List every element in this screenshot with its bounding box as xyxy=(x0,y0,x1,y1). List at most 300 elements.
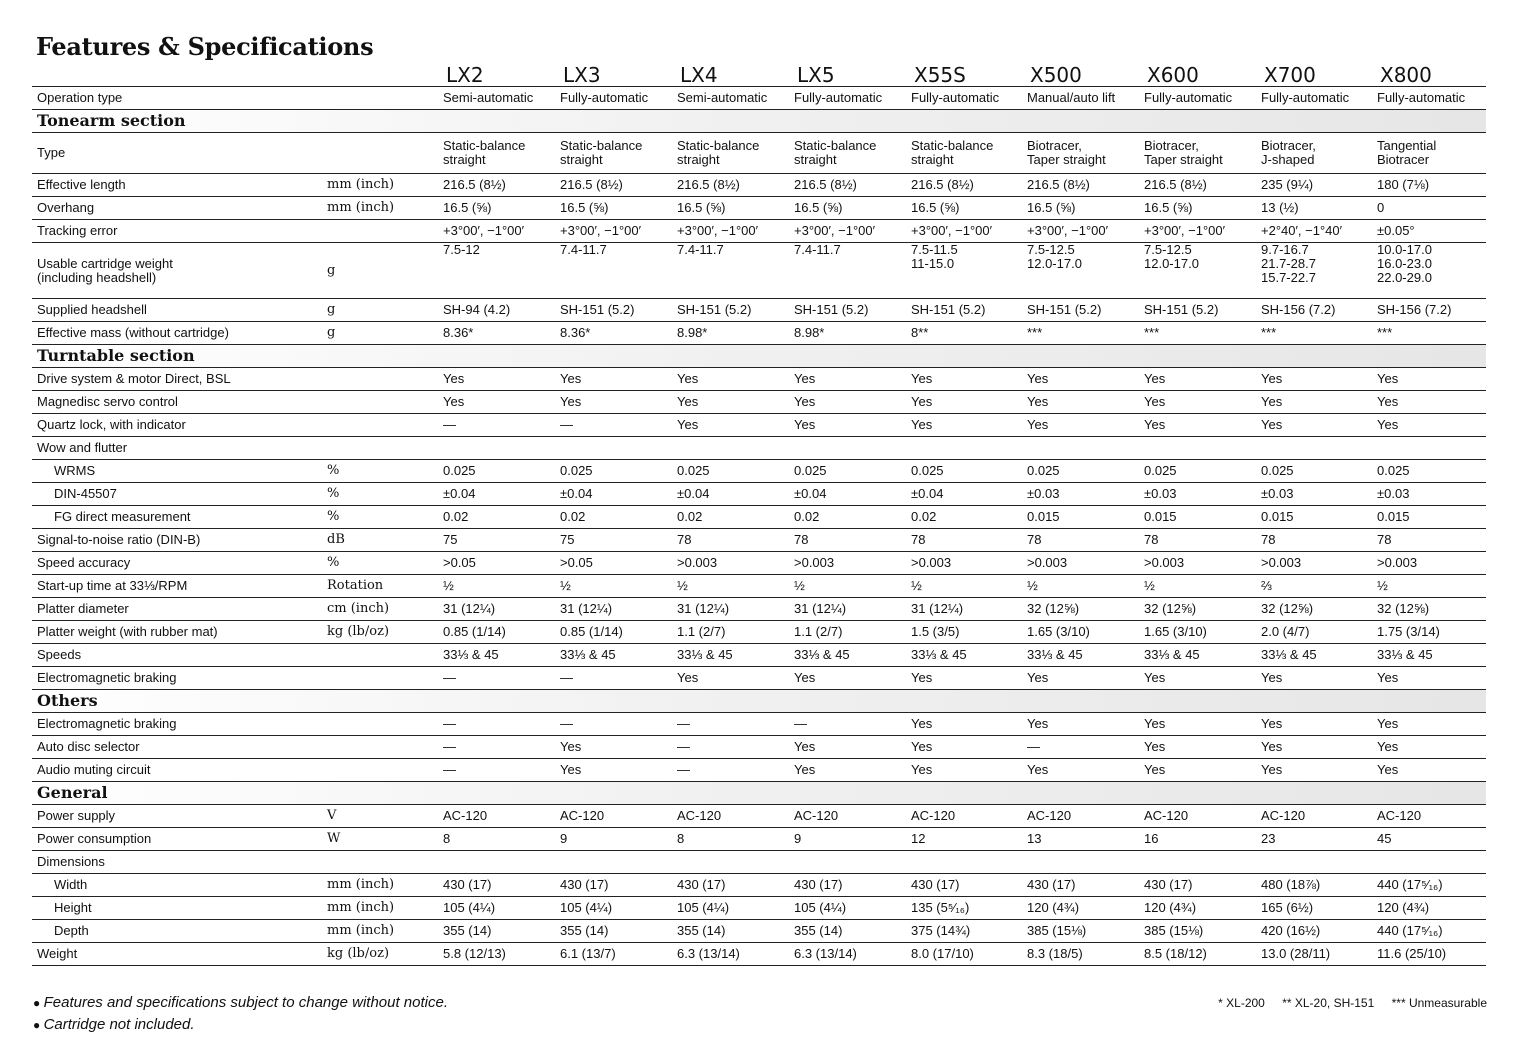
spec-value: 13 xyxy=(1022,828,1139,851)
spec-value: 0.015 xyxy=(1256,506,1372,529)
spec-label: Auto disc selector xyxy=(32,736,322,759)
legend-item: * XL-200 xyxy=(1218,996,1265,1010)
spec-value: 355 (14) xyxy=(672,920,789,943)
spec-label: Start-up time at 33⅓/RPM xyxy=(32,575,322,598)
spec-value: +2°40′, −1°40′ xyxy=(1256,220,1372,243)
spec-value: 216.5 (8½) xyxy=(555,174,672,197)
spec-value: Yes xyxy=(1256,391,1372,414)
spec-label: Supplied headshell xyxy=(32,299,322,322)
spec-value: 78 xyxy=(1022,529,1139,552)
spec-value: Yes xyxy=(1022,391,1139,414)
spec-value: 32 (12⅝) xyxy=(1022,598,1139,621)
spec-value: 0.025 xyxy=(1022,460,1139,483)
spec-value: Yes xyxy=(1139,391,1256,414)
spec-row xyxy=(32,575,1486,598)
model-header: X600 xyxy=(1139,64,1256,87)
section-title: Turntable section xyxy=(32,345,1486,368)
spec-value: 8.5 (18/12) xyxy=(1139,943,1256,966)
spec-value: Yes xyxy=(1139,368,1256,391)
spec-value: 120 (4¾) xyxy=(1139,897,1256,920)
spec-label: FG direct measurement xyxy=(32,506,322,529)
spec-unit xyxy=(322,414,438,437)
spec-value: 16.5 (⅝) xyxy=(1022,197,1139,220)
spec-unit xyxy=(322,368,438,391)
spec-value: Fully-automatic xyxy=(1372,87,1486,110)
spec-value: Biotracer, J-shaped xyxy=(1256,133,1372,174)
spec-unit xyxy=(322,437,438,460)
spec-value: 16.5 (⅝) xyxy=(555,197,672,220)
spec-value: — xyxy=(555,667,672,690)
section-header-row xyxy=(32,690,1486,713)
spec-unit xyxy=(322,851,438,874)
spec-value: ±0.03 xyxy=(1139,483,1256,506)
spec-value: 9 xyxy=(789,828,906,851)
spec-value: Static-balance straight xyxy=(555,133,672,174)
spec-value: Manual/auto lift xyxy=(1022,87,1139,110)
spec-value: ±0.05° xyxy=(1372,220,1486,243)
spec-value: >0.003 xyxy=(906,552,1022,575)
spec-value: 0.02 xyxy=(438,506,555,529)
spec-value: Yes xyxy=(789,414,906,437)
spec-value: >0.003 xyxy=(789,552,906,575)
spec-value: SH-156 (7.2) xyxy=(1256,299,1372,322)
spec-value: 78 xyxy=(906,529,1022,552)
spec-unit: cm (inch) xyxy=(322,598,438,621)
spec-value: — xyxy=(438,736,555,759)
spec-value: Yes xyxy=(1372,713,1486,736)
spec-row xyxy=(32,943,1486,966)
spec-row xyxy=(32,322,1486,345)
spec-value: >0.003 xyxy=(1372,552,1486,575)
spec-value: — xyxy=(1022,736,1139,759)
header-spacer xyxy=(32,64,438,87)
spec-value: ±0.04 xyxy=(438,483,555,506)
spec-value: *** xyxy=(1022,322,1139,345)
spec-unit: dB xyxy=(322,529,438,552)
spec-value: 16.5 (⅝) xyxy=(1139,197,1256,220)
section-title: Others xyxy=(32,690,1486,713)
spec-value: AC-120 xyxy=(555,805,672,828)
spec-value: 8.0 (17/10) xyxy=(906,943,1022,966)
spec-value: *** xyxy=(1256,322,1372,345)
spec-value: 0.025 xyxy=(438,460,555,483)
spec-value: Yes xyxy=(789,368,906,391)
model-header: X800 xyxy=(1372,64,1486,87)
spec-value: 31 (12¼) xyxy=(672,598,789,621)
spec-value: 32 (12⅝) xyxy=(1372,598,1486,621)
spec-unit: mm (inch) xyxy=(322,874,438,897)
model-header: LX2 xyxy=(438,64,555,87)
spec-value: +3°00′, −1°00′ xyxy=(438,220,555,243)
spec-value: 7.5-12.5 12.0-17.0 xyxy=(1139,243,1256,299)
spec-value: Yes xyxy=(1139,759,1256,782)
spec-row xyxy=(32,667,1486,690)
spec-label: Height xyxy=(32,897,322,920)
spec-row xyxy=(32,621,1486,644)
spec-value: 23 xyxy=(1256,828,1372,851)
spec-value xyxy=(555,851,672,874)
spec-value: Yes xyxy=(906,667,1022,690)
spec-unit: mm (inch) xyxy=(322,897,438,920)
spec-value: Yes xyxy=(1372,667,1486,690)
spec-value: 16 xyxy=(1139,828,1256,851)
spec-value: Yes xyxy=(1256,667,1372,690)
spec-value: — xyxy=(438,759,555,782)
spec-label: Platter weight (with rubber mat) xyxy=(32,621,322,644)
spec-value: 216.5 (8½) xyxy=(906,174,1022,197)
spec-value: Yes xyxy=(1256,414,1372,437)
spec-unit: g xyxy=(322,299,438,322)
spec-value: Yes xyxy=(1372,759,1486,782)
spec-value: 430 (17) xyxy=(438,874,555,897)
spec-value: 440 (17⁵⁄₁₆) xyxy=(1372,874,1486,897)
spec-unit xyxy=(322,667,438,690)
spec-value: 430 (17) xyxy=(789,874,906,897)
spec-unit: mm (inch) xyxy=(322,920,438,943)
spec-value: 216.5 (8½) xyxy=(1022,174,1139,197)
spec-value: >0.05 xyxy=(438,552,555,575)
spec-unit: g xyxy=(322,243,438,299)
spec-label: Power consumption xyxy=(32,828,322,851)
section-header-row xyxy=(32,110,1486,133)
spec-value: 420 (16½) xyxy=(1256,920,1372,943)
spec-value: Yes xyxy=(906,759,1022,782)
spec-value: Yes xyxy=(555,391,672,414)
spec-value: Yes xyxy=(1139,736,1256,759)
spec-value: ½ xyxy=(555,575,672,598)
spec-value xyxy=(1022,851,1139,874)
spec-value: 385 (15⅛) xyxy=(1139,920,1256,943)
section-title: General xyxy=(32,782,1486,805)
spec-value: — xyxy=(438,713,555,736)
spec-unit: kg (lb/oz) xyxy=(322,943,438,966)
spec-value: 13.0 (28/11) xyxy=(1256,943,1372,966)
spec-row xyxy=(32,483,1486,506)
spec-value: AC-120 xyxy=(672,805,789,828)
spec-value: ½ xyxy=(906,575,1022,598)
spec-value: Biotracer, Taper straight xyxy=(1022,133,1139,174)
spec-value: *** xyxy=(1139,322,1256,345)
spec-value: — xyxy=(555,414,672,437)
spec-value xyxy=(438,851,555,874)
spec-unit: % xyxy=(322,506,438,529)
spec-value: 480 (18⅞) xyxy=(1256,874,1372,897)
spec-value: 33⅓ & 45 xyxy=(1372,644,1486,667)
spec-unit: % xyxy=(322,483,438,506)
spec-label: Speed accuracy xyxy=(32,552,322,575)
model-header-row xyxy=(32,64,1486,87)
spec-label: Type xyxy=(32,133,322,174)
spec-label: Usable cartridge weight (including headshell) xyxy=(32,243,322,299)
spec-value: Yes xyxy=(672,414,789,437)
spec-row xyxy=(32,920,1486,943)
spec-row xyxy=(32,414,1486,437)
spec-value: — xyxy=(672,736,789,759)
spec-value: SH-151 (5.2) xyxy=(672,299,789,322)
spec-value: Yes xyxy=(906,368,1022,391)
spec-value: 355 (14) xyxy=(789,920,906,943)
spec-unit: % xyxy=(322,460,438,483)
spec-label: Operation type xyxy=(32,87,322,110)
spec-value: Yes xyxy=(1022,713,1139,736)
spec-value: — xyxy=(672,713,789,736)
spec-value: 78 xyxy=(789,529,906,552)
spec-value: 0.85 (1/14) xyxy=(438,621,555,644)
spec-value: 1.5 (3/5) xyxy=(906,621,1022,644)
spec-value: Yes xyxy=(906,736,1022,759)
spec-row xyxy=(32,460,1486,483)
spec-value: 8.98* xyxy=(789,322,906,345)
spec-label: Dimensions xyxy=(32,851,322,874)
spec-value: Yes xyxy=(1372,368,1486,391)
spec-label: Electromagnetic braking xyxy=(32,667,322,690)
spec-value: SH-151 (5.2) xyxy=(1139,299,1256,322)
spec-value: Yes xyxy=(906,391,1022,414)
spec-value: 385 (15⅛) xyxy=(1022,920,1139,943)
spec-label: Power supply xyxy=(32,805,322,828)
spec-value: Yes xyxy=(789,391,906,414)
model-header: X500 xyxy=(1022,64,1139,87)
spec-value: ±0.04 xyxy=(789,483,906,506)
specifications-table xyxy=(32,64,1486,966)
spec-value: 78 xyxy=(1139,529,1256,552)
spec-unit: V xyxy=(322,805,438,828)
spec-value: ±0.03 xyxy=(1022,483,1139,506)
spec-value: ½ xyxy=(1022,575,1139,598)
spec-value: Fully-automatic xyxy=(1256,87,1372,110)
spec-value: 6.1 (13/7) xyxy=(555,943,672,966)
spec-value: Biotracer, Taper straight xyxy=(1139,133,1256,174)
spec-value: 10.0-17.0 16.0-23.0 22.0-29.0 xyxy=(1372,243,1486,299)
spec-value xyxy=(672,437,789,460)
spec-unit xyxy=(322,391,438,414)
spec-label: Drive system & motor Direct, BSL xyxy=(32,368,322,391)
spec-value: 45 xyxy=(1372,828,1486,851)
spec-value: ±0.03 xyxy=(1256,483,1372,506)
spec-label: Wow and flutter xyxy=(32,437,322,460)
spec-value: 16.5 (⅝) xyxy=(906,197,1022,220)
spec-value: Yes xyxy=(1372,414,1486,437)
spec-value: +3°00′, −1°00′ xyxy=(789,220,906,243)
spec-value: 12 xyxy=(906,828,1022,851)
spec-value: 7.4-11.7 xyxy=(672,243,789,299)
spec-value: Yes xyxy=(906,713,1022,736)
spec-value: Yes xyxy=(1256,759,1372,782)
legend-item: ** XL-20, SH-151 xyxy=(1282,996,1375,1010)
spec-value: 0.02 xyxy=(555,506,672,529)
spec-value: ±0.04 xyxy=(672,483,789,506)
spec-value: 2.0 (4/7) xyxy=(1256,621,1372,644)
spec-value: +3°00′, −1°00′ xyxy=(672,220,789,243)
spec-value: 7.5-12.5 12.0-17.0 xyxy=(1022,243,1139,299)
spec-unit: g xyxy=(322,322,438,345)
spec-label: Signal-to-noise ratio (DIN-B) xyxy=(32,529,322,552)
spec-value: — xyxy=(438,414,555,437)
spec-value xyxy=(789,851,906,874)
spec-value xyxy=(906,851,1022,874)
spec-row xyxy=(32,506,1486,529)
spec-row xyxy=(32,805,1486,828)
spec-value: 9.7-16.7 21.7-28.7 15.7-22.7 xyxy=(1256,243,1372,299)
spec-value: 8.98* xyxy=(672,322,789,345)
model-header: X700 xyxy=(1256,64,1372,87)
spec-row xyxy=(32,736,1486,759)
spec-value: 8.36* xyxy=(555,322,672,345)
spec-value: 430 (17) xyxy=(555,874,672,897)
spec-value: +3°00′, −1°00′ xyxy=(1139,220,1256,243)
spec-value: 9 xyxy=(555,828,672,851)
spec-value: 430 (17) xyxy=(672,874,789,897)
spec-value: ⅔ xyxy=(1256,575,1372,598)
spec-value: AC-120 xyxy=(438,805,555,828)
spec-value: 430 (17) xyxy=(906,874,1022,897)
spec-value: Yes xyxy=(906,414,1022,437)
spec-label: Speeds xyxy=(32,644,322,667)
spec-value: Semi-automatic xyxy=(438,87,555,110)
spec-value: Yes xyxy=(1022,667,1139,690)
spec-value xyxy=(906,437,1022,460)
spec-row xyxy=(32,529,1486,552)
spec-value: 135 (5⁵⁄₁₆) xyxy=(906,897,1022,920)
spec-value: ±0.04 xyxy=(555,483,672,506)
spec-value: 105 (4¼) xyxy=(555,897,672,920)
spec-value: Yes xyxy=(1022,759,1139,782)
spec-value: 33⅓ & 45 xyxy=(906,644,1022,667)
spec-value: 0.025 xyxy=(906,460,1022,483)
spec-row xyxy=(32,598,1486,621)
spec-value: ±0.04 xyxy=(906,483,1022,506)
spec-value: — xyxy=(672,759,789,782)
spec-value: 78 xyxy=(672,529,789,552)
spec-value: 0.025 xyxy=(789,460,906,483)
spec-row xyxy=(32,552,1486,575)
spec-value: 32 (12⅝) xyxy=(1256,598,1372,621)
spec-value: 33⅓ & 45 xyxy=(438,644,555,667)
spec-value: +3°00′, −1°00′ xyxy=(906,220,1022,243)
spec-value: 78 xyxy=(1372,529,1486,552)
spec-value: ½ xyxy=(1139,575,1256,598)
spec-value: 216.5 (8½) xyxy=(672,174,789,197)
spec-value: 1.65 (3/10) xyxy=(1139,621,1256,644)
spec-row xyxy=(32,897,1486,920)
spec-value: 0.025 xyxy=(1139,460,1256,483)
spec-value: Yes xyxy=(438,368,555,391)
spec-value: Yes xyxy=(555,759,672,782)
spec-value: 165 (6½) xyxy=(1256,897,1372,920)
spec-value: 0.025 xyxy=(672,460,789,483)
spec-value: — xyxy=(789,713,906,736)
spec-value: Yes xyxy=(555,736,672,759)
spec-value: SH-156 (7.2) xyxy=(1372,299,1486,322)
spec-label: Platter diameter xyxy=(32,598,322,621)
spec-value: >0.003 xyxy=(1139,552,1256,575)
section-header-row xyxy=(32,345,1486,368)
spec-row xyxy=(32,713,1486,736)
spec-value: 105 (4¼) xyxy=(789,897,906,920)
section-title: Tonearm section xyxy=(32,110,1486,133)
spec-value: Yes xyxy=(789,759,906,782)
spec-row xyxy=(32,874,1486,897)
spec-unit: Rotation xyxy=(322,575,438,598)
spec-unit: mm (inch) xyxy=(322,174,438,197)
spec-value: +3°00′, −1°00′ xyxy=(1022,220,1139,243)
spec-unit xyxy=(322,133,438,174)
spec-label: WRMS xyxy=(32,460,322,483)
spec-row xyxy=(32,197,1486,220)
spec-value xyxy=(1256,437,1372,460)
spec-value: Yes xyxy=(1372,391,1486,414)
spec-value: Yes xyxy=(1372,736,1486,759)
spec-value: Yes xyxy=(1256,736,1372,759)
spec-value: 78 xyxy=(1256,529,1372,552)
spec-value: Static-balance straight xyxy=(906,133,1022,174)
spec-value: Semi-automatic xyxy=(672,87,789,110)
spec-row xyxy=(32,133,1486,174)
spec-value: 31 (12¼) xyxy=(555,598,672,621)
spec-unit xyxy=(322,713,438,736)
spec-value: 120 (4¾) xyxy=(1372,897,1486,920)
spec-value: AC-120 xyxy=(906,805,1022,828)
spec-row xyxy=(32,759,1486,782)
spec-value: Yes xyxy=(672,391,789,414)
spec-value: SH-94 (4.2) xyxy=(438,299,555,322)
spec-value: 8** xyxy=(906,322,1022,345)
spec-value: 7.5-12 xyxy=(438,243,555,299)
spec-value: >0.003 xyxy=(672,552,789,575)
spec-value: 1.1 (2/7) xyxy=(789,621,906,644)
spec-value: *** xyxy=(1372,322,1486,345)
spec-value: 75 xyxy=(555,529,672,552)
spec-value: 355 (14) xyxy=(438,920,555,943)
spec-value xyxy=(1139,437,1256,460)
spec-value: 216.5 (8½) xyxy=(789,174,906,197)
spec-value: Yes xyxy=(1022,368,1139,391)
footnote-legend xyxy=(1204,996,1487,1010)
spec-row xyxy=(32,368,1486,391)
spec-value: 0.85 (1/14) xyxy=(555,621,672,644)
spec-row xyxy=(32,299,1486,322)
page-title: Features & Specifications xyxy=(36,32,374,61)
spec-value: 0.015 xyxy=(1372,506,1486,529)
spec-row xyxy=(32,644,1486,667)
spec-value: 7.4-11.7 xyxy=(555,243,672,299)
spec-value: 31 (12¼) xyxy=(789,598,906,621)
spec-value: — xyxy=(438,667,555,690)
spec-value: 105 (4¼) xyxy=(672,897,789,920)
spec-value: ½ xyxy=(438,575,555,598)
spec-value: >0.003 xyxy=(1256,552,1372,575)
spec-value: 1.1 (2/7) xyxy=(672,621,789,644)
spec-value: SH-151 (5.2) xyxy=(555,299,672,322)
spec-row xyxy=(32,87,1486,110)
spec-label: Effective length xyxy=(32,174,322,197)
note-item: ● Features and specifications subject to change without notice. xyxy=(33,992,448,1014)
spec-label: DIN-45507 xyxy=(32,483,322,506)
spec-value: AC-120 xyxy=(1256,805,1372,828)
spec-value: Yes xyxy=(672,667,789,690)
spec-unit xyxy=(322,87,438,110)
spec-value: 8.36* xyxy=(438,322,555,345)
spec-unit: mm (inch) xyxy=(322,197,438,220)
spec-row xyxy=(32,437,1486,460)
spec-row xyxy=(32,243,1486,299)
spec-value: 235 (9¼) xyxy=(1256,174,1372,197)
spec-label: Weight xyxy=(32,943,322,966)
spec-unit xyxy=(322,736,438,759)
spec-value: 75 xyxy=(438,529,555,552)
spec-value: 16.5 (⅝) xyxy=(789,197,906,220)
spec-value: 0.025 xyxy=(555,460,672,483)
